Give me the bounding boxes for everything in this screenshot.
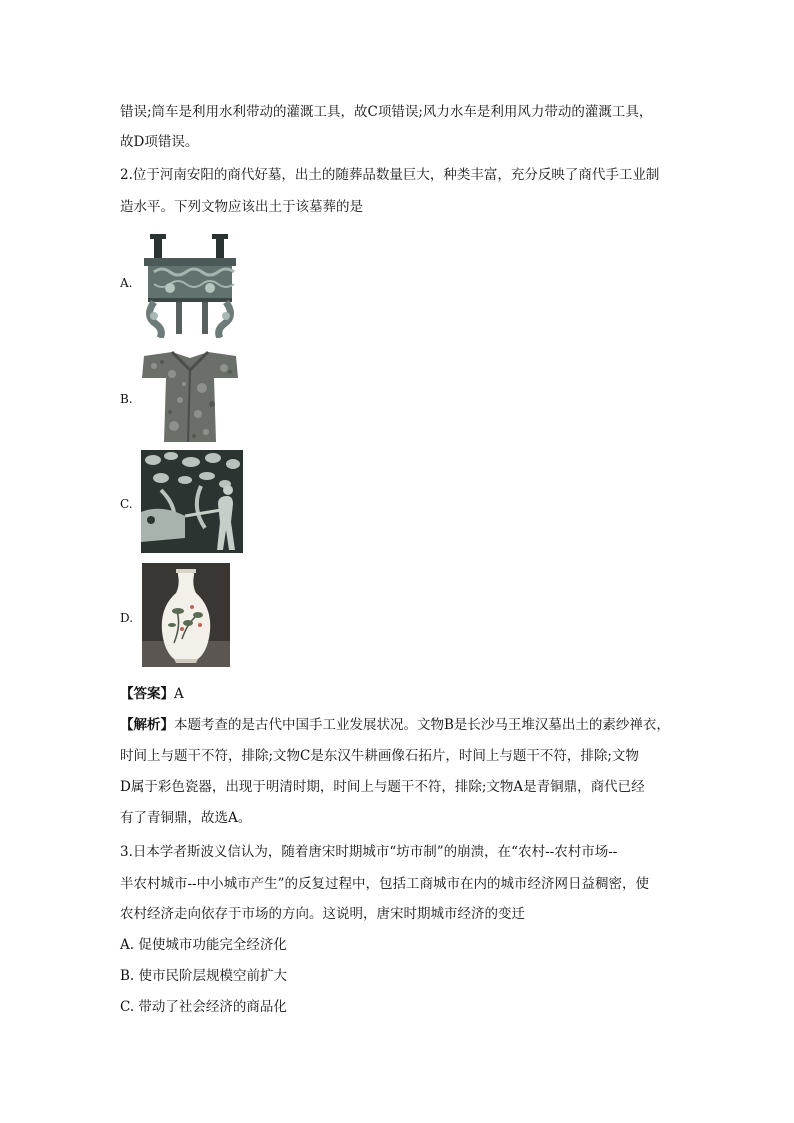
q2-option-b-label: B. (120, 392, 133, 406)
q2-option-a-label: A. (120, 276, 133, 290)
porcelain-vase-image (142, 563, 230, 667)
q2-stem-line1: 2.位于河南安阳的商代好墓，出土的随葬品数量巨大，种类丰富，充分反映了商代手工业制 (120, 167, 660, 183)
analysis-line2: 时间上与题干不符，排除;文物C是东汉牛耕画像石拓片，时间上与题干不符，排除;文物 (120, 748, 639, 764)
q3-option-b: B. 使市民阶层规模空前扩大 (120, 968, 288, 984)
q1-tail-line1: 错误;筒车是利用水利带动的灌溉工具，故C项错误;风力水车是利用风力带动的灌溉工具， (120, 104, 653, 120)
analysis-line3: D属于彩色瓷器，出现于明清时期，时间上与题干不符，排除;文物A是青铜鼎，商代已经 (120, 779, 645, 795)
stone-rubbing-image (141, 450, 243, 553)
q3-option-c: C. 带动了社会经济的商品化 (120, 999, 287, 1015)
analysis-text-1: 本题考查的是古代中国手工业发展状况。文物B是长沙马王堆汉墓出土的素纱禅衣， (174, 717, 670, 733)
answer-line (120, 684, 184, 704)
q3-stem-line3: 农村经济走向依存于市场的方向。这说明，唐宋时期城市经济的变迁 (120, 906, 525, 922)
q2-option-d-label: D. (120, 611, 134, 625)
q2-option-c-label: C. (120, 497, 133, 511)
q3-stem-line1: 3.日本学者斯波义信认为，随着唐宋时期城市“坊市制”的崩溃，在“农村--农村市场-- (120, 844, 618, 860)
answer-tag: 【答案】 (120, 686, 174, 702)
analysis-line4: 有了青铜鼎，故选A。 (120, 810, 252, 826)
answer-value: A (174, 686, 184, 702)
q3-option-a: A. 促使城市功能完全经济化 (120, 937, 287, 953)
analysis-tag: 【解析】 (120, 717, 174, 733)
analysis-line1 (120, 715, 670, 735)
q2-stem-line2: 造水平。下列文物应该出土于该墓葬的是 (120, 199, 363, 215)
q1-tail-line2: 故D项错误。 (120, 134, 199, 150)
silk-gown-image (142, 348, 238, 444)
bronze-ding-image (140, 230, 240, 338)
q3-stem-line2: 半农村城市--中小城市产生”的反复过程中，包括工商城市在内的城市经济网日益稠密，使 (120, 876, 650, 892)
